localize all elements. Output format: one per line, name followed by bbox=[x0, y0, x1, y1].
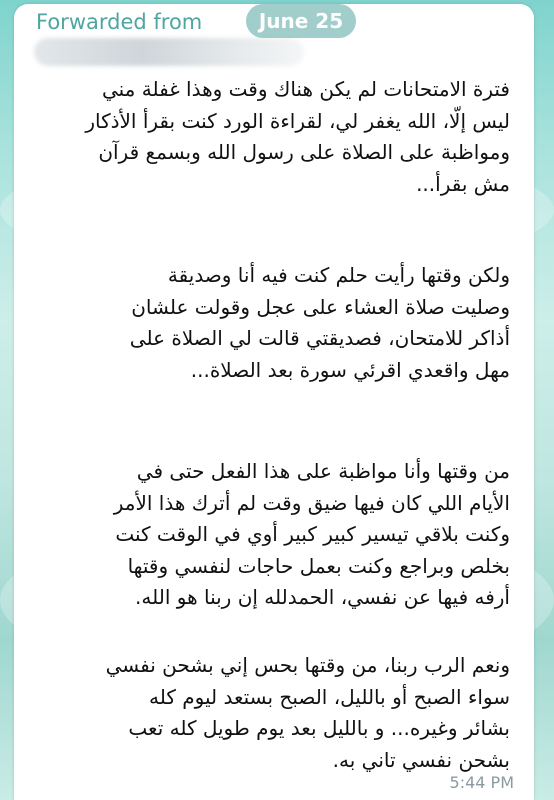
forwarded-from-label: Forwarded from bbox=[36, 10, 203, 34]
message-paragraph: من وقتها وأنا مواظبة على هذا الفعل حتى في الأيام اللي كان فيها ضيق وقت لم أترك هذا الأمر وكنت بلاقي تيسير كبير كبير أوي في الوقت كنت بخلص وبراجع وكنت بعمل حاجات لنفسي وقتها أرفه فيها عن نفسي، الحمدلله إن ربنا هو الله. bbox=[113, 459, 510, 609]
forwarded-sender-name-blurred[interactable] bbox=[34, 38, 304, 66]
message-paragraph: فترة الامتحانات لم يكن هناك وقت وهذا غفلة مني ليس إلّا، الله يغفر لي، لقراءة الورد كنت بقرأ الأذكار ومواظبة على الصلاة على رسول الله وبسمع قرآن مش بقرأ... bbox=[85, 77, 510, 196]
message-paragraph: ولكن وقتها رأيت حلم كنت فيه أنا وصديقة وصليت صلاة العشاء على عجل وقولت علشان أذاكر للامتحان، فصديقتي قالت لي الصلاة على مهل واقعدي اقرئي سورة بعد الصلاة... bbox=[129, 263, 510, 382]
date-badge: June 25 bbox=[246, 4, 356, 38]
message-timestamp: 5:44 PM bbox=[449, 773, 514, 792]
message-bubble[interactable] bbox=[14, 4, 534, 800]
message-paragraph: ونعم الرب ربنا، من وقتها بحس إني بشحن نفسي سواء الصبح أو بالليل، الصبح بستعد ليوم كله بشائر وغيره... و بالليل بعد يوم طويل كله تعب بشحن نفسي تاني به. bbox=[105, 653, 510, 772]
